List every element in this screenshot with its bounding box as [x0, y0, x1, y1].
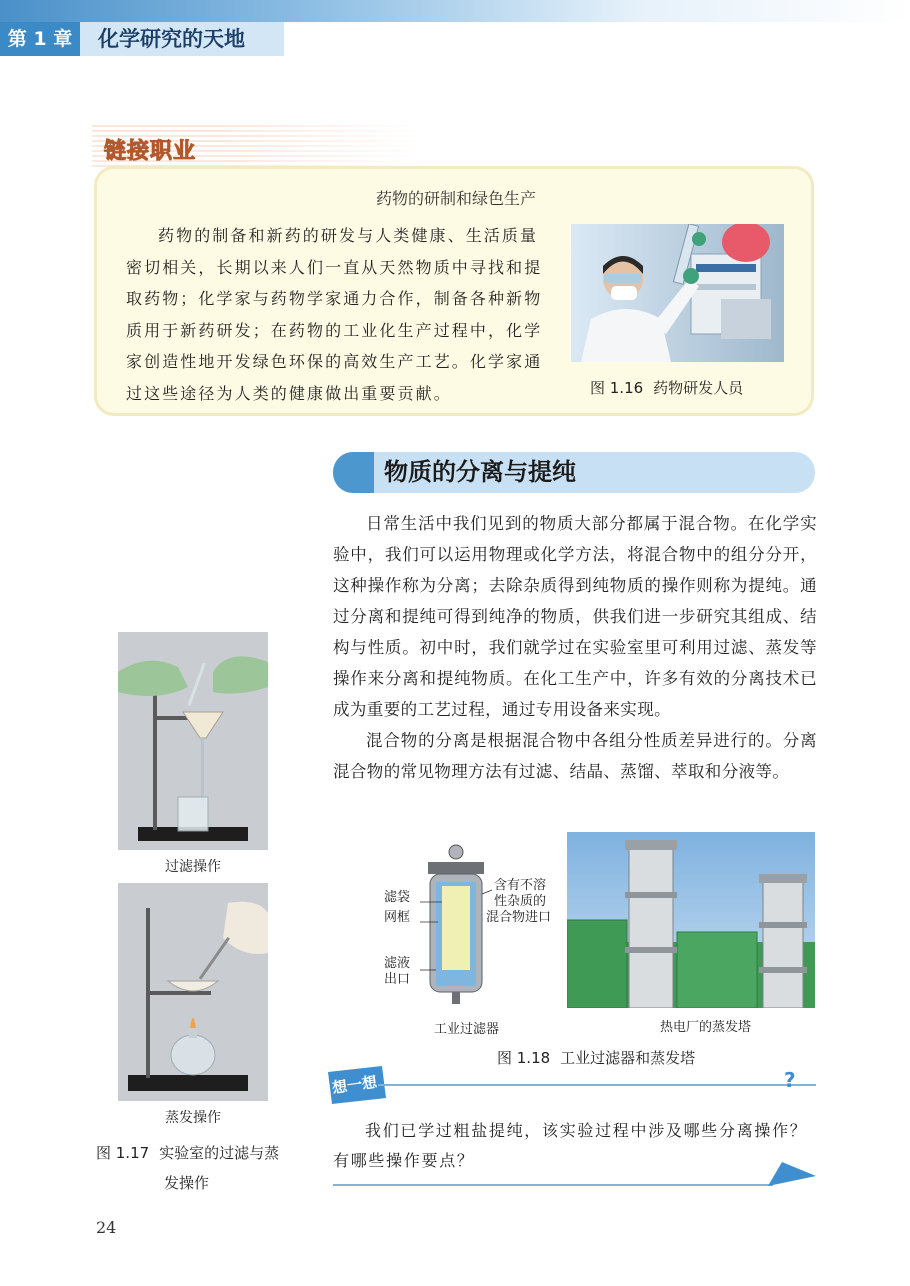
section-title: 物质的分离与提纯 [384, 458, 576, 486]
label-inlet-line2: 性杂质的 [494, 894, 547, 909]
label-mesh-frame: 网框 [384, 910, 411, 925]
question-mark-icon: ? [784, 1068, 796, 1092]
career-paragraph: 药物的制备和新药的研发与人类健康、生活质量密切相关，长期以来人们一直从天然物质中寻找和提取药物；化学家与药物学家通力合作，制备各种新物质用于新药研发；在药物的工业化生产过程中，化学家创造性地开发绿色环保的高效生产工艺。化学家通过这些途径为人类的健康做出重要贡献。 [126, 226, 543, 403]
label-filter-bag: 滤袋 [384, 890, 411, 905]
figure-number: 图 1.16 [590, 379, 644, 397]
evaporation-tower-photo [567, 832, 815, 1008]
label-inlet-line1: 含有不溶 [494, 878, 547, 893]
label-inlet-line3: 混合物进口 [486, 910, 552, 925]
career-tab-label: 链接职业 [104, 139, 197, 164]
career-box-title: 药物的研制和绿色生产 [375, 189, 536, 208]
figure-number: 图 1.17 [96, 1144, 150, 1162]
arrow-right-icon [768, 1162, 816, 1192]
figure-caption-text: 工业过滤器和蒸发塔 [560, 1049, 696, 1067]
body-paragraph-2: 混合物的分离是根据混合物中各组分性质差异进行的。分离混合物的常见物理方法有过滤、结晶、蒸馏、萃取和分液等。 [333, 731, 817, 781]
figure-number: 图 1.18 [497, 1049, 551, 1067]
figure-1-16-caption [590, 377, 743, 398]
think-bottom-line [333, 1184, 773, 1186]
researcher-photo [571, 224, 784, 362]
filter-caption: 工业过滤器 [434, 1022, 500, 1037]
header-gradient-bar [0, 0, 910, 22]
figure-caption-line2: 发操作 [164, 1174, 210, 1192]
think-text: 我们已学过粗盐提纯，该实验过程中涉及哪些分离操作？有哪些操作要点？ [333, 1121, 808, 1170]
evaporation-photo [118, 883, 268, 1101]
page-number: 24 [96, 1218, 117, 1237]
filtration-caption: 过滤操作 [165, 859, 221, 875]
chapter-title: 化学研究的天地 [80, 22, 284, 56]
figure-1-18-caption [497, 1047, 695, 1068]
think-label: 想一想 [331, 1072, 379, 1098]
section-header-accent [333, 452, 374, 493]
figure-caption-text: 药物研发人员 [653, 379, 744, 397]
think-tag [326, 1066, 388, 1110]
tower-caption: 热电厂的蒸发塔 [660, 1020, 752, 1035]
body-paragraph-1: 日常生活中我们见到的物质大部分都属于混合物。在化学实验中，我们可以运用物理或化学方法，将混合物中的组分分开，这种操作称为分离；去除杂质得到纯物质的操作则称为提纯。通过分离和提纯可得到纯净的物质，供我们进一步研究其组成、结构与性质。初中时，我们就学过在实验室里可利用过滤、蒸发等操作来分离和提纯物质。在化工生产中，许多有效的分离技术已成为重要的工艺过程，通过专用设备来实现。 [333, 514, 817, 719]
label-outlet-line1: 滤液 [384, 956, 411, 971]
filtration-photo [118, 632, 268, 850]
think-top-line [378, 1084, 816, 1086]
evaporation-caption: 蒸发操作 [165, 1110, 221, 1126]
section-body [333, 508, 817, 787]
figure-caption-line1: 实验室的过滤与蒸 [159, 1144, 280, 1162]
figure-1-17-caption [96, 1138, 296, 1198]
chapter-label: 第 1 章 [0, 22, 80, 56]
label-outlet-line2: 出口 [384, 972, 411, 987]
